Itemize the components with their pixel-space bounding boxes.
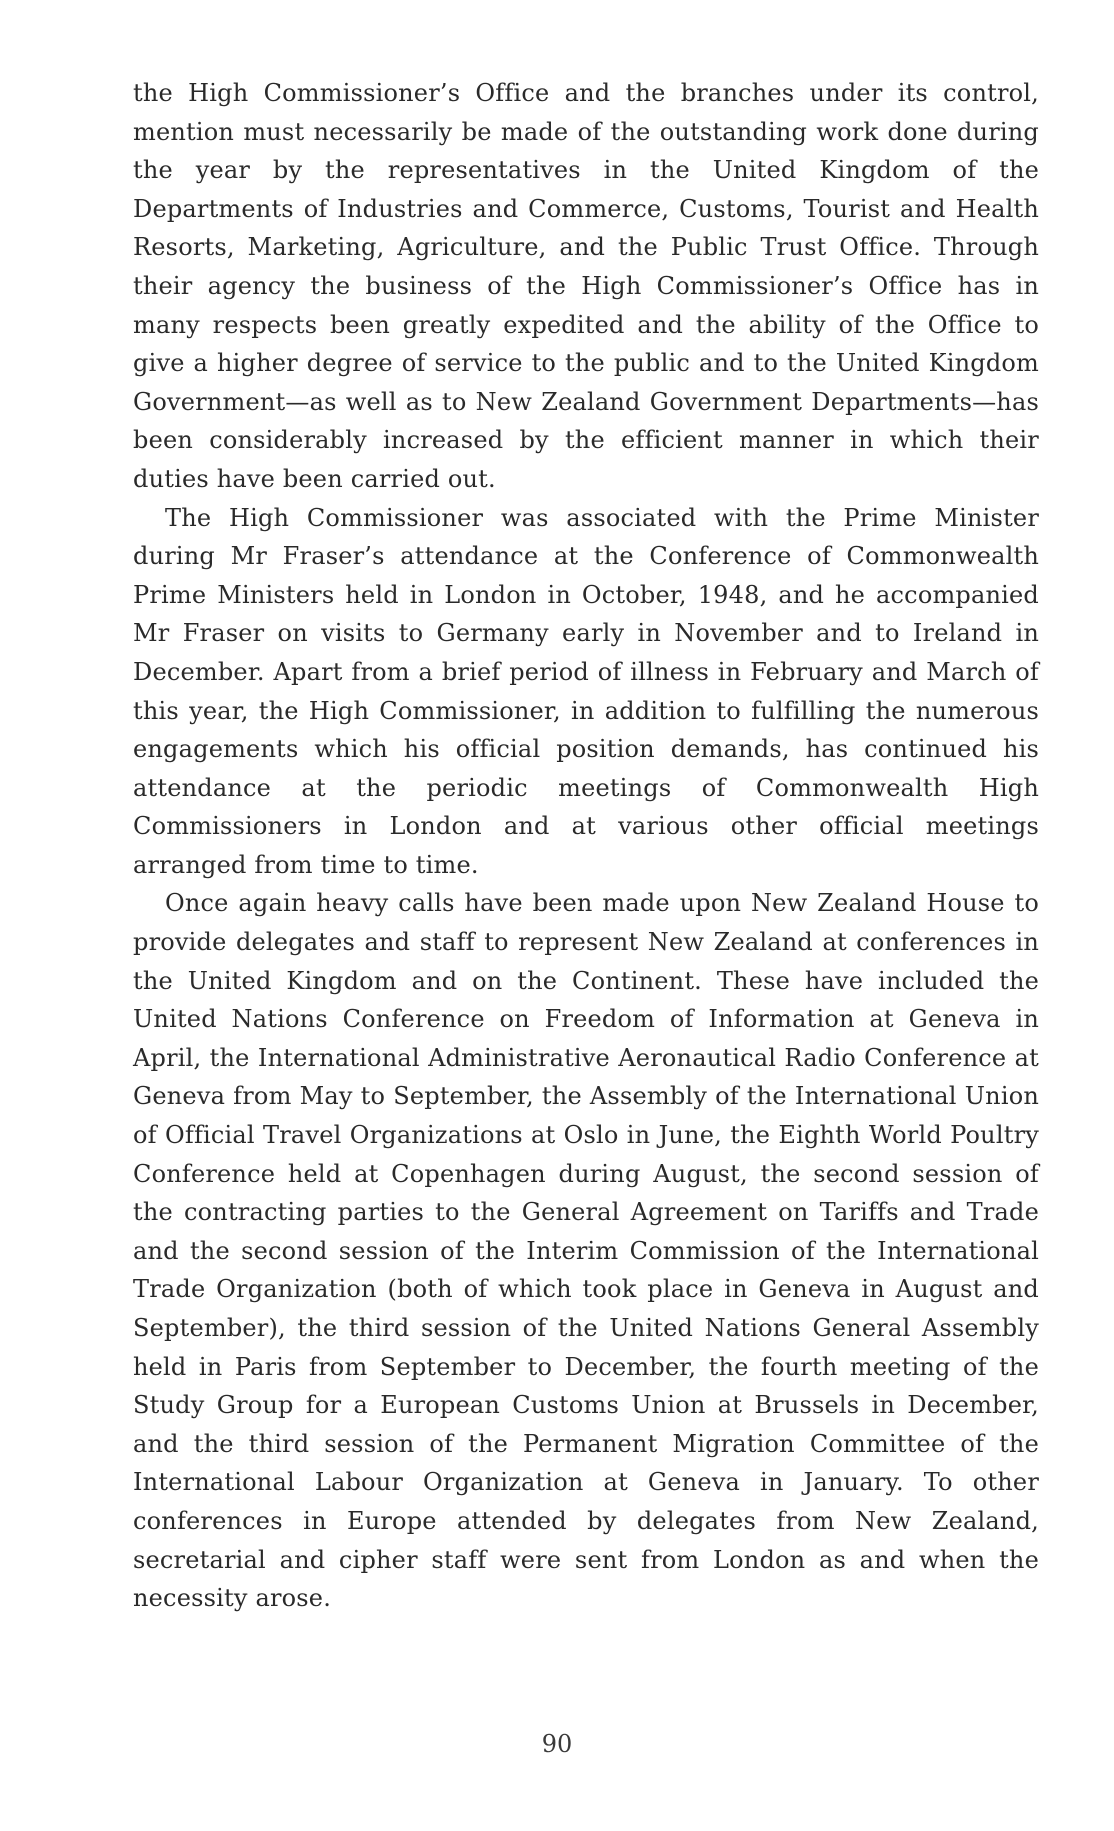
page-number: 90 [541, 1730, 573, 1758]
paragraph-prime-minister: The High Commissioner was associated with the Prime Minister during Mr Fraser’s attendance at the Conference of Commonwealth Prime Ministers held in London in October, 1948, and he accompanied Mr Fraser on visits to Germany early in November and to Ireland in December. Apart from a brief period of illness in February and March of this year, the High Commissioner, in addition to fulfilling the numerous engagements which his official position demands, has continued his attendance at the periodic meetings of Commonwealth High Commissioners in London and at various other official meetings arranged from time to time. [133, 503, 1039, 879]
paragraph-conferences: Once again heavy calls have been made upon New Zealand House to provide delegates and staff to represent New Zealand at conferences in the United Kingdom and on the Continent. These have included the United Nations Conference on Freedom of Information at Geneva in April, the International Administrative Aeronautical Radio Conference at Geneva from May to September, the Assembly of the International Union of Official Travel Organizations at Oslo in June, the Eighth World Poultry Conference held at Copenhagen during August, the second session of the contracting parties to the General Agreement on Tariffs and Trade and the second session of the Interim Commission of the International Trade Organization (both of which took place in Geneva in August and September), the third session of the United Nations General Assembly held in Paris from September to December, the fourth meeting of the Study Group for a European Customs Union at Brussels in December, and the third session of the Permanent Migration Committee of the International Labour Organization at Geneva in January. To other conferences in Europe attended by delegates from New Zealand, secretarial and cipher staff were sent from London as and when the necessity arose. [133, 889, 1039, 1613]
page-body [133, 74, 1039, 1618]
paragraph-continuation: the High Commissioner’s Office and the branches under its control, mention must necessarily be made of the outstanding work done during the year by the representatives in the United Kingdom of the Departments of Industries and Commerce, Customs, Tourist and Health Resorts, Marketing, Agriculture, and the Public Trust Office. Through their agency the business of the High Commissioner’s Office has in many respects been greatly expedited and the ability of the Office to give a higher degree of service to the public and to the United Kingdom Government—as well as to New Zealand Government Departments—has been considerably increased by the efficient manner in which their duties have been carried out. [133, 79, 1039, 493]
